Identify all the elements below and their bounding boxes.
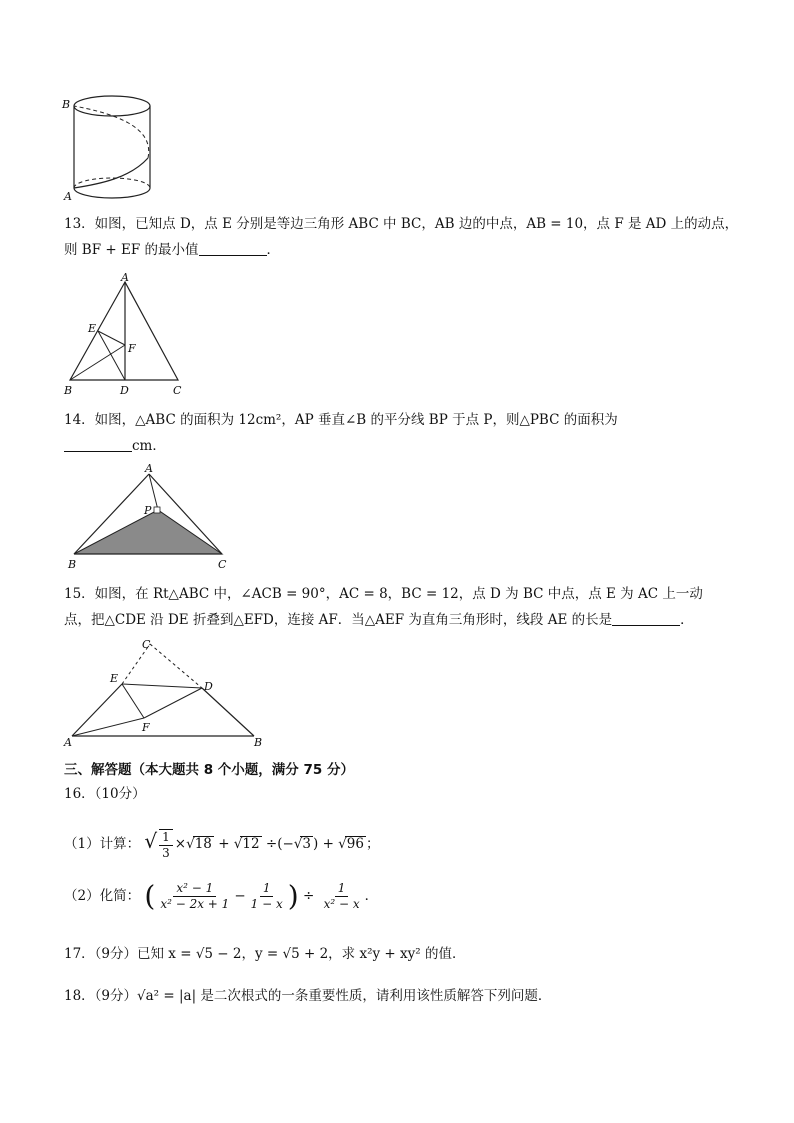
answer-blank[interactable] [199, 241, 267, 256]
sqrt-sign: √ [144, 829, 158, 853]
q13-figure [60, 272, 190, 398]
label-A: A [145, 462, 153, 475]
q13-line1: 13．如图，已知点 D，点 E 分别是等边三角形 ABC 中 BC，AB 边的中点，AB = 10，点 F 是 AD 上的动点， [64, 216, 739, 232]
q13-line2 [64, 240, 280, 260]
q13-line2-end: ． [266, 242, 280, 258]
q15-line2 [64, 610, 694, 630]
fraction: $\frac{\text{x² − 1}}{\text{x² − 2x + 1}}$ [160, 881, 230, 911]
q16-part1-label: （1）计算： [64, 836, 141, 852]
label-A: A [64, 190, 72, 203]
fraction: $\frac{1}{1 - x}$ [250, 881, 283, 911]
label-C: C [142, 638, 151, 651]
q17-text: 17．（9分）已知 x = √5 − 2，y = √5 + 2，求 x²y + xy² 的值． [64, 946, 466, 962]
q13-line2-text: 则 BF + EF 的最小值 [64, 242, 199, 258]
label-D: D [204, 680, 213, 693]
label-A: A [64, 736, 72, 749]
label-B: B [254, 736, 263, 749]
q14-line1: 14．如图，△ABC 的面积为 12cm²，AP 垂直∠B 的平分线 BP 于点 P，则△PBC 的面积为 [64, 412, 618, 428]
label-E: E [110, 672, 119, 685]
label-B: B [64, 384, 73, 397]
q18-text: 18．（9分）√a² = |a| 是二次根式的一条重要性质，请利用该性质解答下列问题． [64, 988, 552, 1004]
answer-blank[interactable] [612, 611, 680, 626]
label-D: D [120, 384, 129, 397]
label-C: C [173, 384, 182, 397]
q16-part2-label: （2）化简： [64, 888, 141, 904]
q14-line2 [64, 436, 166, 456]
fraction: $\frac{1}{\text{x² − x}}$ [323, 881, 360, 911]
q15-line2-text: 点，把△CDE 沿 DE 折叠到△EFD，连接 AF．当△AEF 为直角三角形时，线段 AE 的长是 [64, 612, 613, 628]
section-heading: 三、解答题（本大题共 8 个小题，满分 75 分） [64, 762, 354, 778]
q16-head: 16．（10分） [64, 786, 146, 802]
q16-part1: （1）计算： √ $\frac{1}{3}$ ×√18 + √12 ÷(−√3 ) + √96 ； [64, 829, 380, 860]
q15-line1: 15．如图，在 Rt△ABC 中，∠ACB = 90°，AC = 8，BC = 12，点 D 为 BC 中点，点 E 为 AC 上一动 [64, 586, 703, 602]
cylinder-figure [60, 88, 160, 206]
label-F: F [128, 342, 136, 355]
label-B: B [68, 558, 77, 571]
q15-figure [62, 636, 272, 750]
q14-line2-end: cm． [132, 438, 166, 454]
label-F: F [142, 721, 150, 734]
fraction: $\frac{1}{3}$ [159, 829, 173, 861]
label-E: E [88, 322, 97, 335]
label-B: B [62, 98, 71, 111]
answer-blank[interactable] [64, 437, 132, 452]
q14-figure [64, 462, 234, 572]
label-A: A [121, 272, 129, 284]
label-C: C [218, 558, 227, 571]
label-P: P [144, 504, 152, 517]
q16-part2: （2）化简： ( $\frac{\text{x² − 1}}{\text{x² − 2x + 1}}$ − $\frac{1}{1 - x}$ ) ÷ $\frac{1}{\text{x² − x}}$ ． [64, 879, 379, 913]
q15-line2-end: ． [680, 612, 694, 628]
